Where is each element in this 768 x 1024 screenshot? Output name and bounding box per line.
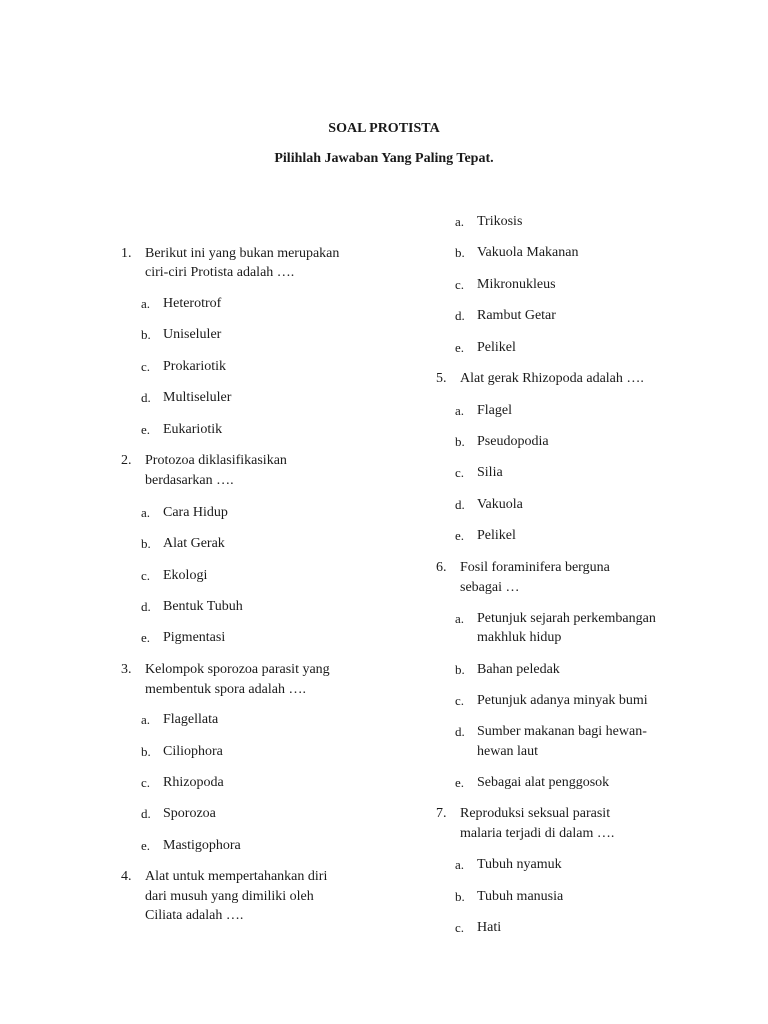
- question-text-line: Ciliata adalah ….: [145, 908, 244, 923]
- option-text: Pelikel: [477, 340, 516, 355]
- option-text: Flagellata: [163, 712, 219, 727]
- option-text: Hati: [477, 920, 502, 935]
- option-letter: d.: [141, 390, 151, 405]
- option-letter: e.: [141, 630, 151, 645]
- option-text: Uniseluler: [163, 327, 222, 342]
- option-letter: b.: [141, 327, 151, 342]
- question-text-line: berdasarkan ….: [145, 473, 234, 488]
- question-text-line: malaria terjadi di dalam ….: [460, 826, 615, 841]
- option-text: Vakuola Makanan: [477, 245, 579, 260]
- question-text-line: Berikut ini yang bukan merupakan: [145, 246, 340, 261]
- question-text-line: Protozoa diklasifikasikan: [145, 453, 287, 468]
- option-letter: d.: [141, 599, 151, 614]
- option-text: Pigmentasi: [163, 630, 226, 645]
- option-letter: c.: [455, 920, 465, 935]
- option-text-line: Bahan peledak: [477, 662, 560, 677]
- option-text: Trikosis: [477, 214, 523, 229]
- document-title: SOAL PROTISTA: [328, 121, 440, 136]
- option-text: Vakuola: [477, 497, 523, 512]
- question-text-line: Alat untuk mempertahankan diri: [145, 869, 328, 884]
- option-letter: b.: [141, 744, 151, 759]
- option-text-line: makhluk hidup: [477, 630, 562, 645]
- option-letter: a.: [455, 857, 465, 872]
- option-text: Cara Hidup: [163, 505, 228, 520]
- question-number: 2.: [121, 453, 132, 468]
- option-text: Mastigophora: [163, 838, 241, 853]
- option-letter: a.: [455, 214, 465, 229]
- option-letter: d.: [455, 497, 465, 512]
- question-text-line: sebagai …: [460, 580, 520, 595]
- option-text-line: Petunjuk adanya minyak bumi: [477, 693, 648, 708]
- option-text: Ciliophora: [163, 744, 223, 759]
- question-text-line: ciri-ciri Protista adalah ….: [145, 265, 295, 280]
- question-text-line: Fosil foraminifera berguna: [460, 560, 610, 575]
- option-letter: c.: [141, 568, 151, 583]
- option-letter: a.: [455, 403, 465, 418]
- option-text: Silia: [477, 465, 503, 480]
- option-letter: b.: [455, 662, 465, 677]
- option-text: Flagel: [477, 403, 512, 418]
- question-text-line: membentuk spora adalah ….: [145, 682, 306, 697]
- option-text: Multiseluler: [163, 390, 232, 405]
- option-letter: a.: [141, 712, 151, 727]
- question-number: 3.: [121, 662, 132, 677]
- option-letter: d.: [141, 806, 151, 821]
- option-text: Prokariotik: [163, 359, 226, 374]
- question-text-line: Kelompok sporozoa parasit yang: [145, 662, 330, 677]
- option-letter: d.: [455, 308, 465, 323]
- question-number: 4.: [121, 869, 132, 884]
- option-letter: a.: [141, 296, 151, 311]
- option-text: Pseudopodia: [477, 434, 549, 449]
- option-text: Alat Gerak: [163, 536, 225, 551]
- question-number: 5.: [436, 371, 447, 386]
- option-text: Tubuh manusia: [477, 889, 564, 904]
- option-letter: c.: [455, 693, 465, 708]
- option-text: Bentuk Tubuh: [163, 599, 243, 614]
- question-text-line: dari musuh yang dimiliki oleh: [145, 889, 314, 904]
- option-text: Mikronukleus: [477, 277, 556, 292]
- option-letter: b.: [141, 536, 151, 551]
- question-number: 1.: [121, 246, 132, 261]
- option-letter: c.: [455, 465, 465, 480]
- option-text: Rhizopoda: [163, 775, 224, 790]
- document-instruction: Pilihlah Jawaban Yang Paling Tepat.: [274, 151, 494, 166]
- option-letter: a.: [141, 505, 151, 520]
- question-text-line: Alat gerak Rhizopoda adalah ….: [460, 371, 644, 386]
- question-text-line: Reproduksi seksual parasit: [460, 806, 611, 821]
- option-text-line: Sebagai alat penggosok: [477, 775, 610, 790]
- option-text: Heterotrof: [163, 296, 222, 311]
- option-text: Eukariotik: [163, 422, 223, 437]
- question-number: 7.: [436, 806, 447, 821]
- option-letter: d.: [455, 724, 465, 739]
- option-text-line: hewan laut: [477, 744, 539, 759]
- question-number: 6.: [436, 560, 447, 575]
- option-letter: b.: [455, 434, 465, 449]
- option-letter: c.: [141, 775, 151, 790]
- option-letter: e.: [455, 340, 465, 355]
- option-text: Pelikel: [477, 528, 516, 543]
- option-letter: a.: [455, 611, 465, 626]
- option-text: Sporozoa: [163, 806, 216, 821]
- option-text-line: Petunjuk sejarah perkembangan: [477, 611, 656, 626]
- option-letter: e.: [141, 422, 151, 437]
- option-text: Rambut Getar: [477, 308, 556, 323]
- option-text: Tubuh nyamuk: [477, 857, 562, 872]
- option-letter: e.: [141, 838, 151, 853]
- option-letter: b.: [455, 245, 465, 260]
- option-letter: e.: [455, 528, 465, 543]
- option-letter: b.: [455, 889, 465, 904]
- option-text-line: Sumber makanan bagi hewan-: [477, 724, 647, 739]
- option-letter: e.: [455, 775, 465, 790]
- option-letter: c.: [141, 359, 151, 374]
- option-letter: c.: [455, 277, 465, 292]
- option-text: Ekologi: [163, 568, 208, 583]
